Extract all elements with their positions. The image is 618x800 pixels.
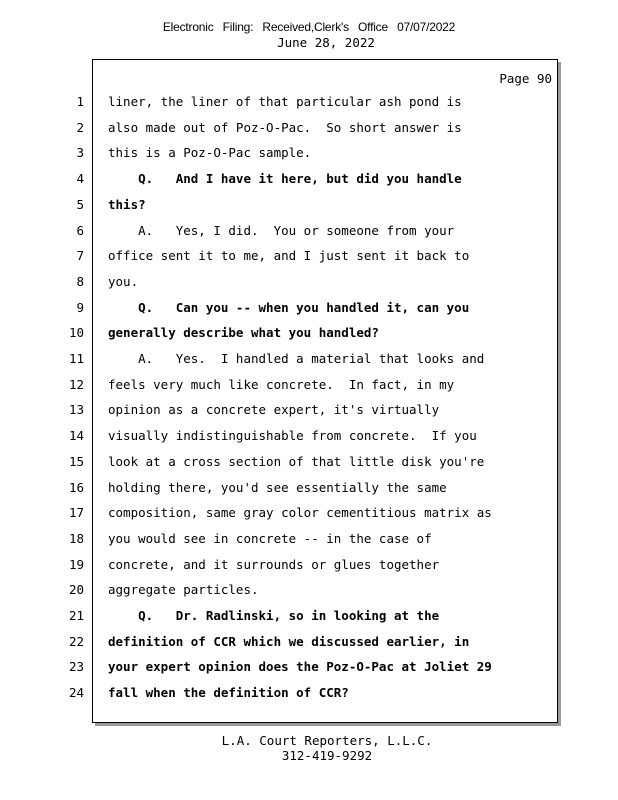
line-number: 23 xyxy=(68,659,84,675)
line-number: 8 xyxy=(76,273,84,289)
line-text: A. Yes. I handled a material that looks and xyxy=(108,351,485,366)
filing-stamp: Electronic Filing: Received,Clerk's Office 07/07/2022 xyxy=(162,20,456,34)
transcript-line xyxy=(0,169,560,189)
transcript-line xyxy=(0,246,560,266)
line-text: fall when the definition of CCR? xyxy=(108,685,349,701)
transcript-line xyxy=(0,323,560,343)
transcript-line xyxy=(0,349,560,369)
transcript-line xyxy=(0,143,560,163)
transcript-line xyxy=(0,452,560,472)
transcript-line xyxy=(0,92,560,112)
line-text: liner, the liner of that particular ash pond is xyxy=(108,94,462,109)
line-text: opinion as a concrete expert, it's virtually xyxy=(108,402,440,418)
line-number: 16 xyxy=(68,479,84,495)
line-number: 1 xyxy=(76,94,84,109)
transcript-line xyxy=(0,118,560,138)
line-text: you would see in concrete -- in the case of xyxy=(108,530,432,546)
line-number: 3 xyxy=(76,145,84,161)
transcript-line xyxy=(0,657,560,677)
transcript-line xyxy=(0,298,560,318)
line-text: A. Yes, I did. You or someone from your xyxy=(108,222,455,238)
line-text: generally describe what you handled? xyxy=(108,325,379,341)
line-text: your expert opinion does the Poz-O-Pac at Joliet 29 xyxy=(108,659,492,675)
transcript-line xyxy=(0,529,560,549)
line-number: 12 xyxy=(68,376,84,392)
footer-company: L.A. Court Reporters, L.L.C. xyxy=(221,733,433,748)
line-number: 6 xyxy=(76,222,84,238)
line-text: Q. Can you -- when you handled it, can you xyxy=(108,299,470,315)
transcript-line xyxy=(0,221,560,241)
transcript-line xyxy=(0,375,560,395)
line-text: office sent it to me, and I just sent it back to xyxy=(108,248,470,264)
line-number: 11 xyxy=(68,351,84,366)
line-number: 9 xyxy=(76,299,84,315)
line-text: concrete, and it surrounds or glues together xyxy=(108,556,440,572)
transcript-line xyxy=(0,426,560,446)
line-number: 19 xyxy=(68,556,84,572)
line-number: 20 xyxy=(68,582,84,598)
line-text: aggregate particles. xyxy=(108,582,259,598)
line-number: 24 xyxy=(68,685,84,701)
line-text: this? xyxy=(108,196,146,212)
transcript-line xyxy=(0,272,560,292)
transcript-line xyxy=(0,478,560,498)
line-number: 2 xyxy=(76,119,84,135)
transcript-line xyxy=(0,632,560,652)
footer-phone: 312-419-9292 xyxy=(281,748,373,763)
page-number: Page 90 xyxy=(499,71,552,86)
line-text: holding there, you'd see essentially the same xyxy=(108,479,447,495)
line-text: you. xyxy=(108,273,139,289)
line-number: 13 xyxy=(68,402,84,418)
line-number: 10 xyxy=(68,325,84,341)
line-text: also made out of Poz-O-Pac. So short answer is xyxy=(108,119,462,135)
line-text: this is a Poz-O-Pac sample. xyxy=(108,145,312,161)
line-number: 21 xyxy=(68,608,84,623)
line-text: look at a cross section of that little disk you're xyxy=(108,453,485,469)
transcript-line xyxy=(0,400,560,420)
transcript-line xyxy=(0,606,560,626)
line-number: 15 xyxy=(68,453,84,469)
line-text: definition of CCR which we discussed earlier, in xyxy=(108,633,470,649)
transcript-line xyxy=(0,580,560,600)
transcript-line xyxy=(0,503,560,523)
line-number: 17 xyxy=(68,505,84,521)
line-text: Q. And I have it here, but did you handle xyxy=(108,171,462,187)
line-number: 22 xyxy=(68,633,84,649)
transcript-line xyxy=(0,683,560,703)
line-number: 4 xyxy=(76,171,84,187)
deposition-date: June 28, 2022 xyxy=(277,35,375,50)
line-text: feels very much like concrete. In fact, in my xyxy=(108,376,455,392)
transcript-line xyxy=(0,555,560,575)
line-number: 5 xyxy=(76,196,84,212)
line-number: 14 xyxy=(68,428,84,444)
line-text: composition, same gray color cementitious matrix as xyxy=(108,505,492,521)
line-number: 7 xyxy=(76,248,84,264)
transcript-line xyxy=(0,195,560,215)
line-number: 18 xyxy=(68,530,84,546)
line-text: Q. Dr. Radlinski, so in looking at the xyxy=(108,608,440,623)
line-text: visually indistinguishable from concrete. If you xyxy=(108,428,477,444)
